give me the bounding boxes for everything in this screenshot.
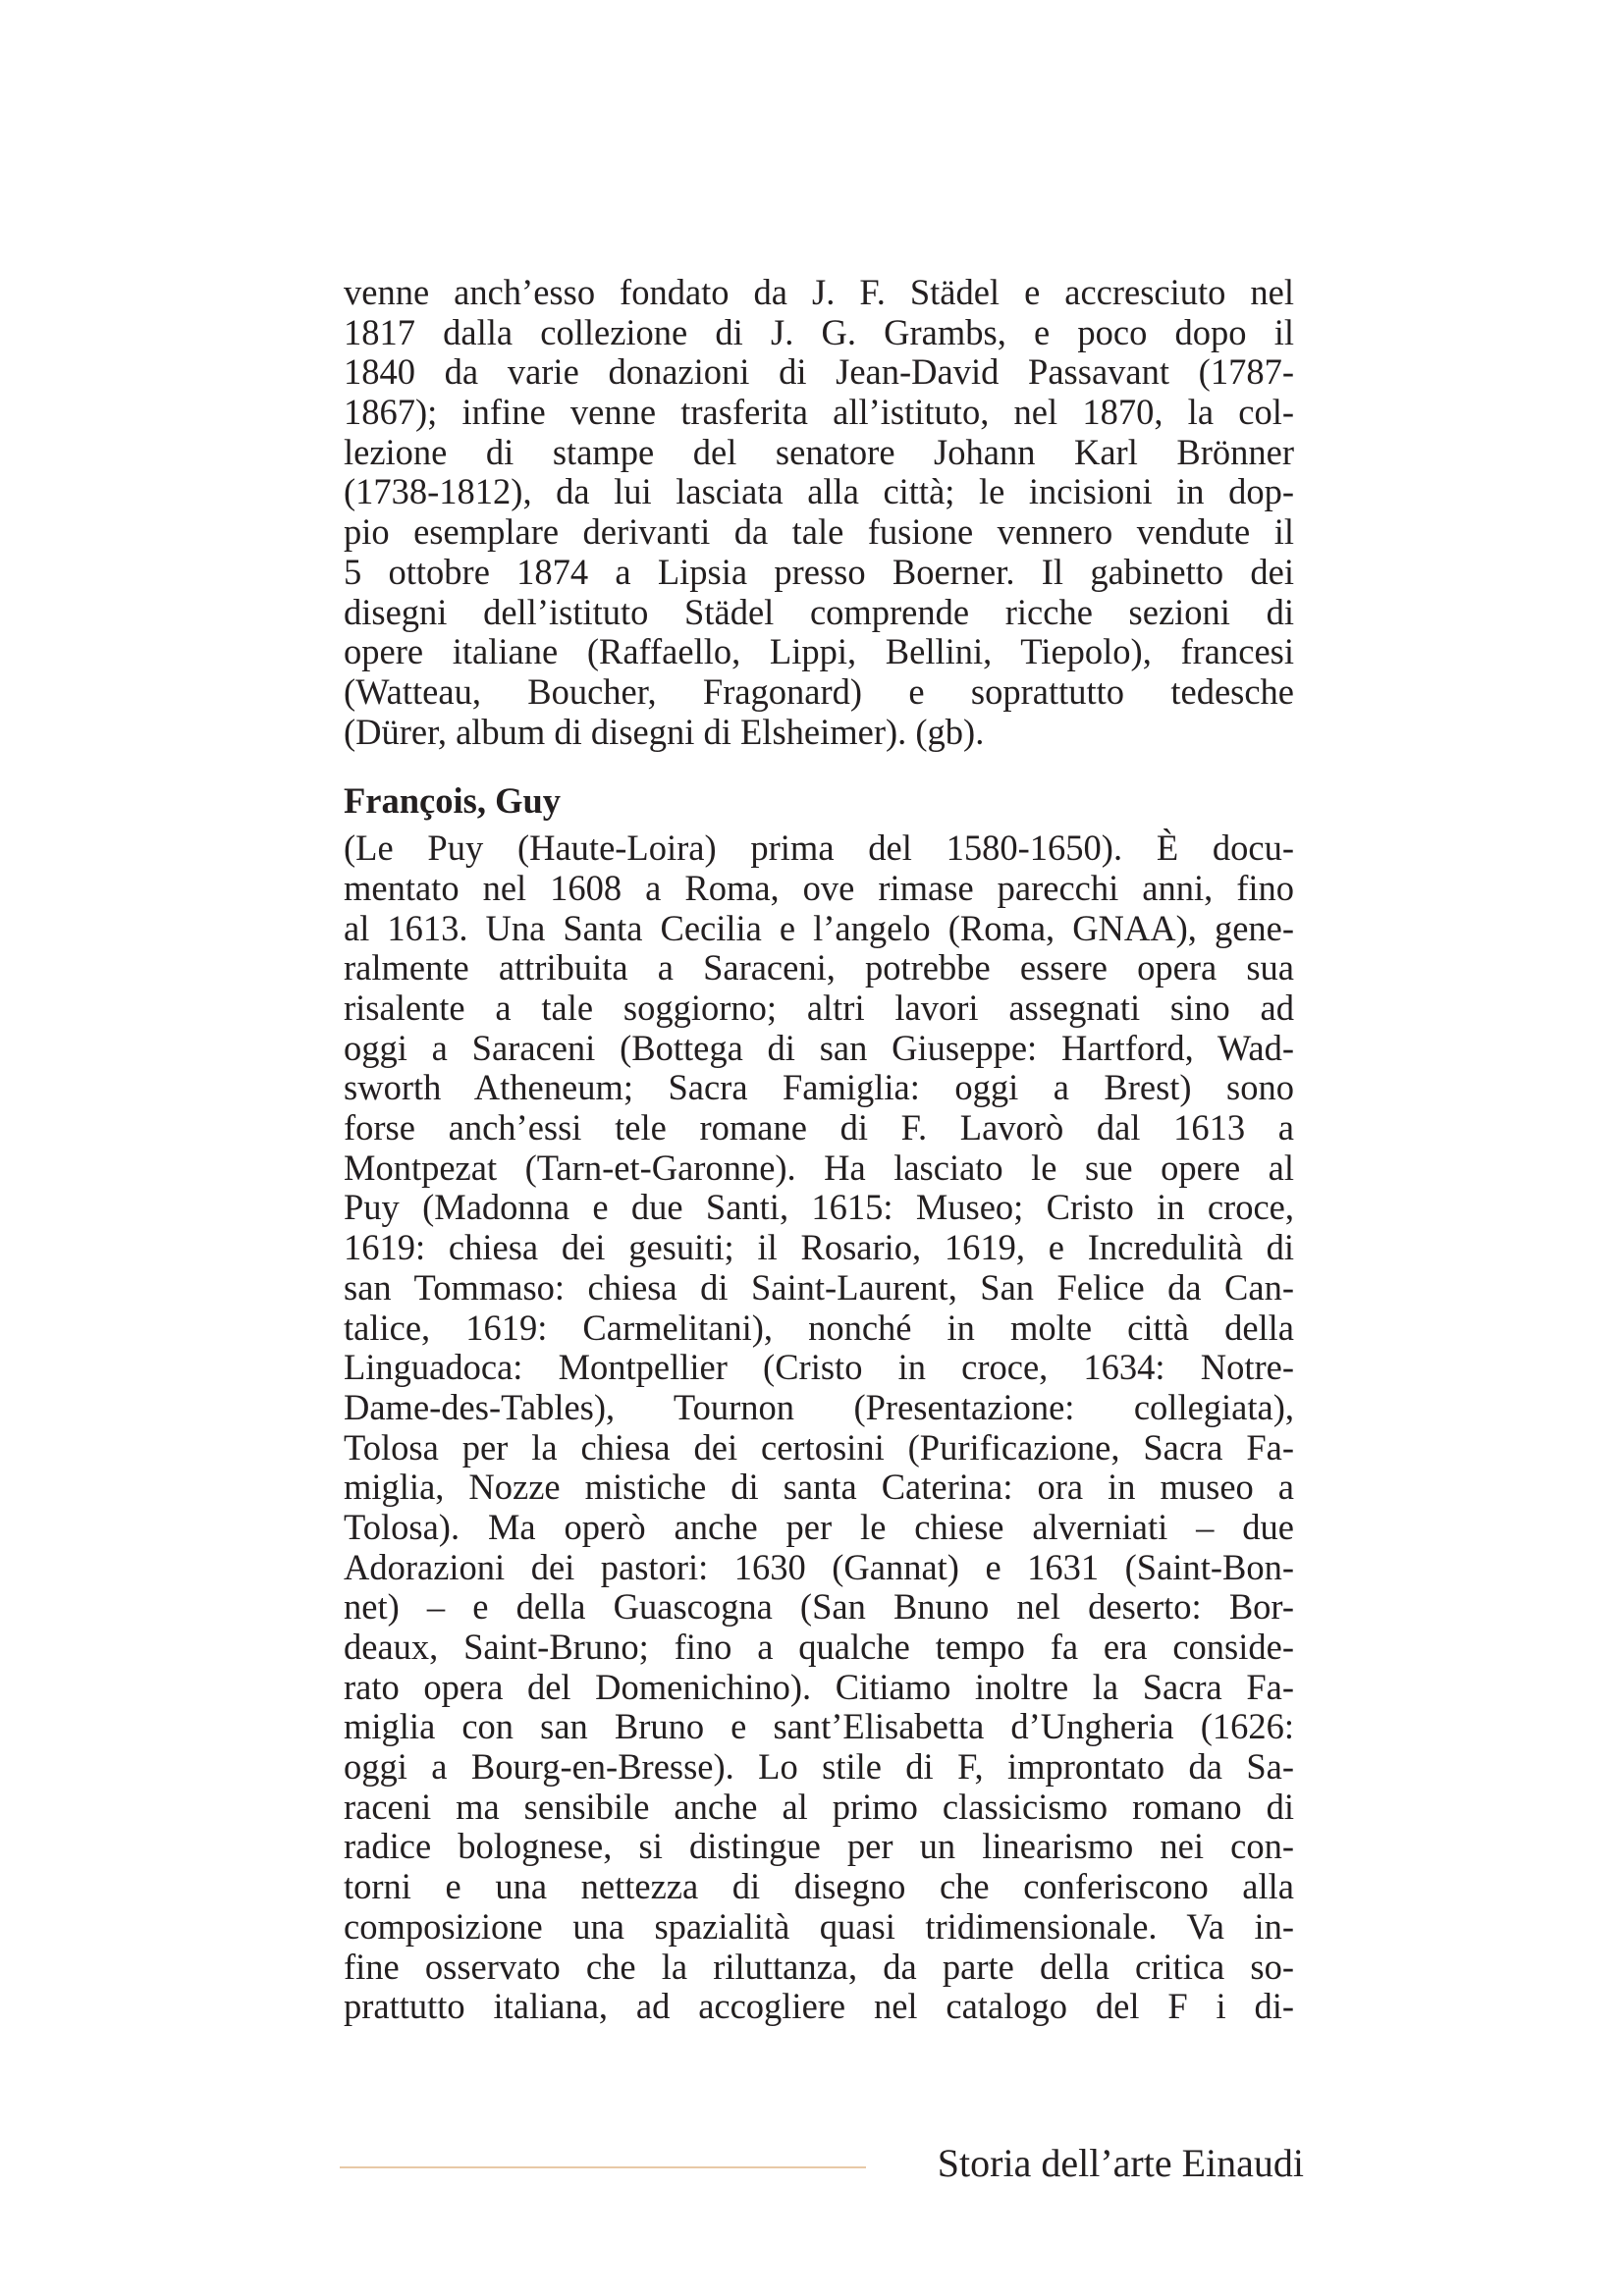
footer-publisher: Storia dell’arte Einaudi	[937, 2141, 1304, 2185]
text-line: pio esemplare derivanti da tale fusione vennero vendute il	[344, 511, 1294, 553]
text-line: (1738-1812), da lui lasciata alla città; le incisioni in dop-	[344, 471, 1294, 512]
text-line: mentato nel 1608 a Roma, ove rimase parecchi anni, fino	[344, 867, 1294, 908]
text-line: lezione di stampe del senatore Johann Karl Brönner	[344, 431, 1294, 472]
text-line: al 1613. Una Santa Cecilia e l’angelo (Roma, GNAA), gene-	[344, 907, 1294, 948]
text-line: san Tommaso: chiesa di Saint-Laurent, San Felice da Can-	[344, 1266, 1294, 1308]
text-line: (Dürer, album di disegni di Elsheimer). (gb).	[344, 711, 985, 752]
text-line: radice bolognese, si distingue per un linearismo nei con-	[344, 1826, 1294, 1867]
text-line: raceni ma sensibile anche al primo classicismo romano di	[344, 1786, 1294, 1827]
text-line: (Le Puy (Haute-Loira) prima del 1580-1650). È docu-	[344, 828, 1294, 869]
text-line: fine osservato che la riluttanza, da parte della critica so-	[344, 1946, 1294, 1987]
text-line: talice, 1619: Carmelitani), nonché in molte città della	[344, 1307, 1294, 1348]
previous-entry-continuation	[344, 273, 1294, 752]
text-line: prattutto italiana, ad accogliere nel catalogo del F i di-	[344, 1986, 1294, 2027]
paragraph-gap	[344, 752, 1294, 779]
text-line: 1867); infine venne trasferita all’istituto, nel 1870, la col-	[344, 392, 1294, 433]
text-line: opere italiane (Raffaello, Lippi, Bellini, Tiepolo), francesi	[344, 631, 1294, 672]
text-line: oggi a Saraceni (Bottega di san Giuseppe: Hartford, Wad-	[344, 1027, 1294, 1068]
footer-divider	[340, 2166, 866, 2168]
text-line: Dame-des-Tables), Tournon (Presentazione: collegiata),	[344, 1386, 1294, 1427]
entry-heading: François, Guy	[344, 780, 562, 822]
entry-francois-guy	[344, 779, 1294, 2027]
text-line: 1817 dalla collezione di J. G. Grambs, e poco dopo il	[344, 311, 1294, 352]
text-line: 5 ottobre 1874 a Lipsia presso Boerner. Il gabinetto dei	[344, 551, 1294, 592]
text-line: Montpezat (Tarn-et-Garonne). Ha lasciato le sue opere al	[344, 1147, 1294, 1188]
text-line: risalente a tale soggiorno; altri lavori assegnati sino ad	[344, 988, 1294, 1028]
text-line: Linguadoca: Montpellier (Cristo in croce, 1634: Notre-	[344, 1347, 1294, 1388]
text-line: (Watteau, Boucher, Fragonard) e soprattutto tedesche	[344, 670, 1294, 712]
text-line: Tolosa per la chiesa dei certosini (Purificazione, Sacra Fa-	[344, 1426, 1294, 1468]
text-line: sworth Atheneum; Sacra Famiglia: oggi a Brest) sono	[344, 1067, 1294, 1108]
text-line: torni e una nettezza di disegno che conferiscono alla	[344, 1866, 1294, 1907]
text-line: Tolosa). Ma operò anche per le chiese alverniati – due	[344, 1506, 1294, 1547]
text-line: disegni dell’istituto Städel comprende ricche sezioni di	[344, 591, 1294, 632]
text-line: 1840 da varie donazioni di Jean-David Passavant (1787-	[344, 351, 1294, 393]
text-line: 1619: chiesa dei gesuiti; il Rosario, 1619, e Incredulità di	[344, 1227, 1294, 1268]
text-line: miglia, Nozze mistiche di santa Caterina: ora in museo a	[344, 1467, 1294, 1508]
text-line: composizione una spazialità quasi tridimensionale. Va in-	[344, 1905, 1294, 1947]
text-line: rato opera del Domenichino). Citiamo inoltre la Sacra Fa-	[344, 1666, 1294, 1707]
text-line: oggi a Bourg-en-Bresse). Lo stile di F, improntato da Sa-	[344, 1746, 1294, 1788]
text-line: venne anch’esso fondato da J. F. Städel e accresciuto nel	[344, 272, 1294, 312]
text-line: Puy (Madonna e due Santi, 1615: Museo; Cristo in croce,	[344, 1187, 1294, 1228]
text-line: Adorazioni dei pastori: 1630 (Gannat) e 1631 (Saint-Bon-	[344, 1546, 1294, 1587]
text-column	[344, 273, 1294, 2027]
text-line: miglia con san Bruno e sant’Elisabetta d’Ungheria (1626:	[344, 1706, 1294, 1747]
text-line: deaux, Saint-Bruno; fino a qualche tempo fa era conside-	[344, 1627, 1294, 1667]
text-line: forse anch’essi tele romane di F. Lavorò dal 1613 a	[344, 1107, 1294, 1148]
text-line: net) – e della Guascogna (San Bnuno nel deserto: Bor-	[344, 1586, 1294, 1628]
text-line: ralmente attribuita a Saraceni, potrebbe essere opera sua	[344, 947, 1294, 988]
